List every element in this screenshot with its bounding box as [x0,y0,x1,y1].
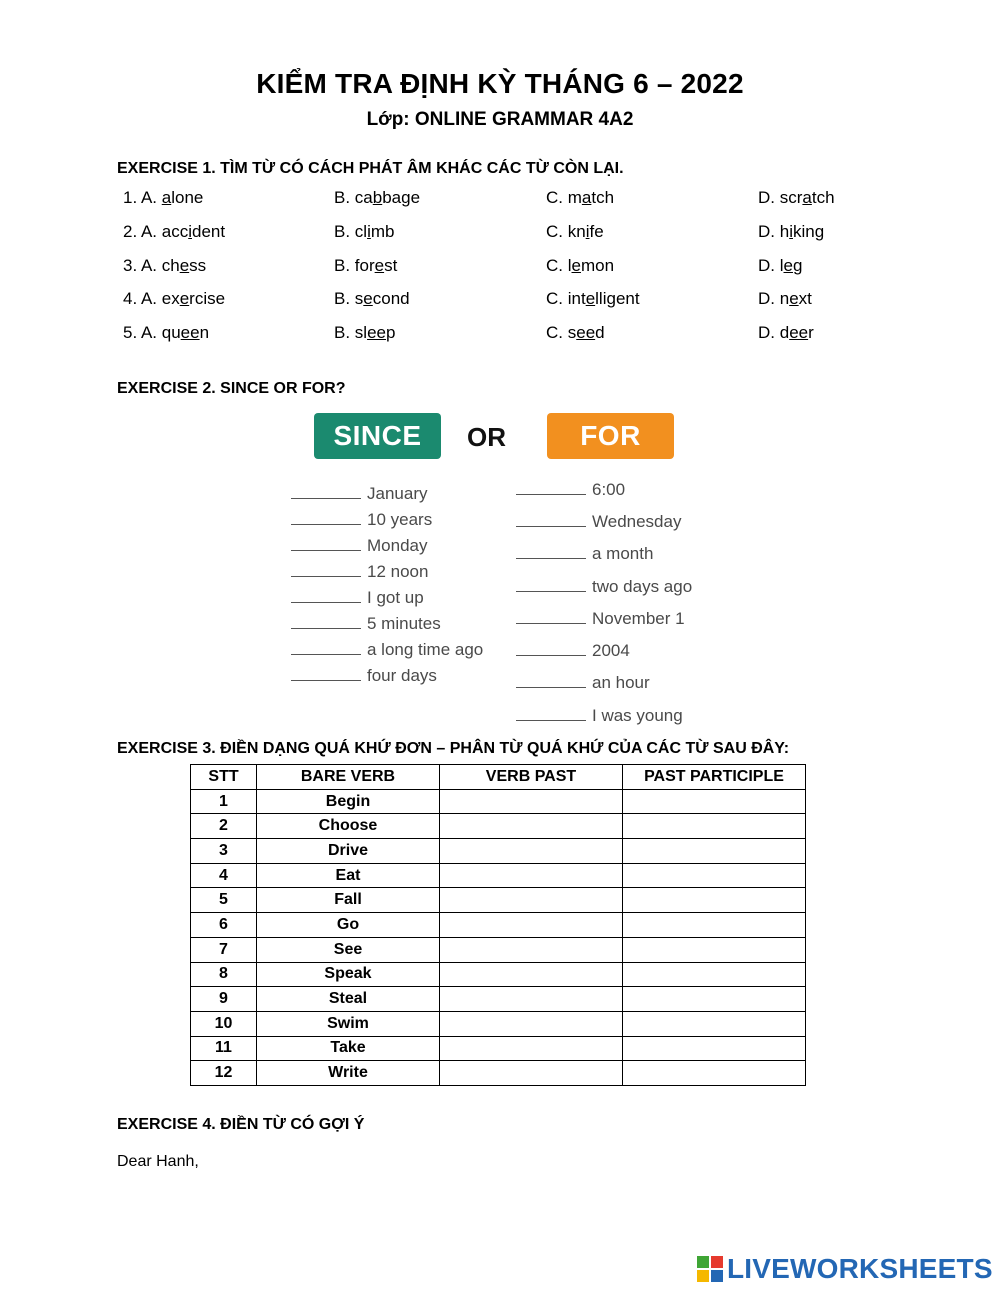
liveworksheets-logo-icon [697,1256,723,1282]
table-row [191,962,806,987]
answer-option [334,256,397,276]
bare-verb: Choose [257,814,440,839]
column-header-bare-verb: BARE VERB [257,765,440,790]
past-participle-cell[interactable] [623,937,806,962]
fill-item-right [516,641,630,663]
underlined-letters: ee [367,323,386,342]
past-participle-cell[interactable] [623,987,806,1012]
fill-item-text: a month [592,544,654,563]
fill-item-left [291,614,441,636]
row-number: 7 [191,937,257,962]
answer-option [123,323,209,343]
fill-item-text: November 1 [592,609,685,628]
fill-item-text: 6:00 [592,480,626,499]
answer-option [123,222,225,242]
underlined-letters: a [581,188,592,207]
option-text: C. m [546,188,582,207]
row-number: 9 [191,987,257,1012]
underlined-letters: a [802,188,812,207]
row-number: 6 [191,913,257,938]
fill-item-right [516,480,625,502]
option-text: 3. A. ch [123,256,180,275]
question-row [123,222,883,246]
verb-past-cell[interactable] [440,789,623,814]
verb-past-cell[interactable] [440,814,623,839]
option-text: B. s [334,289,364,308]
option-text: tch [591,188,615,207]
option-text: C. int [546,289,586,308]
option-text: 2. A. acc [123,222,189,241]
fill-item-right [516,544,653,566]
answer-blank[interactable] [291,538,361,551]
underlined-letters: e [783,256,793,275]
answer-option [123,188,203,208]
answer-blank[interactable] [516,611,586,624]
table-row [191,1036,806,1061]
underlined-letters: ee [180,323,200,342]
answer-option [546,323,605,343]
fill-item-right [516,673,650,695]
option-text: C. kn [546,222,586,241]
option-text: n [199,323,210,342]
verb-past-cell[interactable] [440,863,623,888]
fill-item-text: 10 years [367,510,433,529]
answer-blank[interactable] [291,616,361,629]
row-number: 5 [191,888,257,913]
table-row [191,814,806,839]
fill-item-text: Wednesday [592,512,682,531]
fill-item-text: I was young [592,706,683,725]
exercise-1-heading: EXERCISE 1. TÌM TỪ CÓ CÁCH PHÁT ÂM KHÁC CÁC TỪ CÒN LẠI. [117,160,624,177]
answer-option [334,222,394,242]
option-text: king [792,222,825,241]
table-row [191,888,806,913]
option-text: fe [589,222,604,241]
verb-past-cell[interactable] [440,987,623,1012]
fill-item-text: I got up [367,588,424,607]
past-participle-cell[interactable] [623,1061,806,1086]
fill-item-right [516,609,685,631]
verb-past-cell[interactable] [440,962,623,987]
past-participle-cell[interactable] [623,913,806,938]
option-text: 5. A. qu [123,323,181,342]
answer-blank[interactable] [291,590,361,603]
column-header-stt: STT [191,765,257,790]
brand-name: LIVEWORKSHEETS [727,1253,993,1284]
table-row [191,863,806,888]
bare-verb: See [257,937,440,962]
option-text: tch [811,188,835,207]
answer-option [546,289,640,309]
bare-verb: Swim [257,1011,440,1036]
bare-verb: Drive [257,839,440,864]
option-text: 1. A. [123,188,162,207]
answer-blank[interactable] [291,512,361,525]
underlined-letters: i [789,222,793,241]
option-text: dent [191,222,226,241]
underlined-letters: e [585,289,596,308]
option-text: B. ca [334,188,373,207]
option-text: rcise [189,289,226,308]
option-text: lligent [595,289,640,308]
bare-verb: Eat [257,863,440,888]
past-participle-cell[interactable] [623,863,806,888]
verb-past-cell[interactable] [440,1061,623,1086]
question-row [123,256,883,280]
answer-blank[interactable] [516,708,586,721]
answer-option [546,256,614,276]
fill-item-left [291,562,428,584]
answer-blank[interactable] [516,514,586,527]
past-participle-cell[interactable] [623,1011,806,1036]
past-participle-cell[interactable] [623,1036,806,1061]
underlined-letters: e [374,256,385,275]
past-participle-cell[interactable] [623,789,806,814]
answer-option [334,188,420,208]
fill-item-text: Monday [367,536,428,555]
option-text: r [808,323,814,342]
row-number: 4 [191,863,257,888]
fill-item-left [291,666,437,688]
answer-option [546,188,614,208]
underlined-letters: e [179,256,190,275]
verb-past-cell[interactable] [440,888,623,913]
table-row [191,1011,806,1036]
option-text: cond [372,289,410,308]
or-label: OR [467,422,506,452]
option-text: lone [171,188,204,207]
past-participle-cell[interactable] [623,962,806,987]
option-text: B. for [334,256,375,275]
since-or-for-graphic [283,408,703,733]
option-text: g [792,256,803,275]
underlined-letters: e [789,289,799,308]
fill-item-text: January [367,484,428,503]
table-row [191,1061,806,1086]
bare-verb: Go [257,913,440,938]
option-text: C. s [546,323,577,342]
answer-blank[interactable] [291,486,361,499]
exercise-2-heading: EXERCISE 2. SINCE OR FOR? [117,380,346,397]
answer-option [546,222,604,242]
fill-item-text: two days ago [592,577,693,596]
answer-option [758,323,814,343]
answer-blank[interactable] [291,564,361,577]
fill-item-text: an hour [592,673,650,692]
answer-option [334,323,395,343]
option-text: 4. A. ex [123,289,180,308]
verb-table-header [191,765,806,790]
answer-blank[interactable] [291,668,361,681]
since-badge: SINCE [314,413,441,459]
verb-past-cell[interactable] [440,1036,623,1061]
answer-blank[interactable] [516,546,586,559]
option-text: C. l [546,256,572,275]
verb-past-cell[interactable] [440,913,623,938]
option-text: D. n [758,289,790,308]
underlined-letters: a [161,188,172,207]
row-number: 8 [191,962,257,987]
fill-item-left [291,484,427,506]
option-text: d [595,323,605,342]
bare-verb: Write [257,1061,440,1086]
answer-blank[interactable] [516,579,586,592]
column-header-past-participle: PAST PARTICIPLE [623,765,806,790]
table-row [191,913,806,938]
underlined-letters: i [585,222,590,241]
option-text: mb [370,222,395,241]
underlined-letters: ee [789,323,809,342]
exercise-4-heading: EXERCISE 4. ĐIỀN TỪ CÓ GỢI Ý [117,1116,365,1133]
fill-item-left [291,588,424,610]
verb-past-cell[interactable] [440,839,623,864]
exercise-3-heading: EXERCISE 3. ĐIỀN DẠNG QUÁ KHỨ ĐƠN – PHÂN TỪ QUÁ KHỨ CỦA CÁC TỪ SAU ĐÂY: [117,740,790,757]
row-number: 12 [191,1061,257,1086]
option-text: D. scr [758,188,803,207]
underlined-letters: e [179,289,190,308]
answer-option [334,289,410,309]
bare-verb: Speak [257,962,440,987]
option-text: ss [189,256,207,275]
answer-option [758,188,835,208]
bare-verb: Steal [257,987,440,1012]
row-number: 11 [191,1036,257,1061]
past-participle-cell[interactable] [623,839,806,864]
answer-blank[interactable] [516,643,586,656]
past-participle-cell[interactable] [623,888,806,913]
for-badge: FOR [547,413,674,459]
fill-item-right [516,512,681,534]
fill-item-left [291,640,483,662]
answer-blank[interactable] [291,642,361,655]
table-row [191,839,806,864]
table-row [191,937,806,962]
option-text: D. h [758,222,790,241]
underlined-letters: i [188,222,192,241]
verb-past-cell[interactable] [440,1011,623,1036]
bare-verb: Fall [257,888,440,913]
option-text: xt [798,289,812,308]
answer-option [758,222,824,242]
row-number: 10 [191,1011,257,1036]
option-text: st [384,256,398,275]
letter-greeting: Dear Hanh, [117,1153,199,1170]
page-title: KIỂM TRA ĐỊNH KỲ THÁNG 6 – 2022 [256,68,744,99]
option-text: bage [382,188,421,207]
table-row [191,987,806,1012]
brand-watermark [697,1253,993,1285]
fill-item-text: a long time ago [367,640,484,659]
fill-item-right [516,577,692,599]
fill-item-text: 2004 [592,641,630,660]
option-text: p [385,323,396,342]
fill-item-left [291,536,427,558]
fill-item-left [291,510,432,532]
answer-blank[interactable] [516,675,586,688]
past-participle-cell[interactable] [623,814,806,839]
fill-item-text: 12 noon [367,562,429,581]
option-text: mon [580,256,615,275]
option-text: D. d [758,323,790,342]
fill-item-text: 5 minutes [367,614,441,633]
class-subtitle: Lớp: ONLINE GRAMMAR 4A2 [366,109,634,130]
underlined-letters: i [367,222,371,241]
option-text: D. l [758,256,784,275]
bare-verb: Take [257,1036,440,1061]
row-number: 1 [191,789,257,814]
underlined-letters: ee [576,323,596,342]
fill-item-right [516,706,683,728]
fill-item-text: four days [367,666,437,685]
answer-option [123,289,225,309]
row-number: 2 [191,814,257,839]
answer-option [758,289,812,309]
answer-option [758,256,802,276]
option-text: B. sl [334,323,368,342]
verb-table [190,764,806,1086]
column-header-verb-past: VERB PAST [440,765,623,790]
row-number: 3 [191,839,257,864]
verb-past-cell[interactable] [440,937,623,962]
question-row [123,289,883,313]
table-row [191,789,806,814]
underlined-letters: e [571,256,581,275]
bare-verb: Begin [257,789,440,814]
question-row [123,323,883,347]
underlined-letters: e [363,289,373,308]
answer-blank[interactable] [516,482,586,495]
option-text: B. cl [334,222,368,241]
answer-option [123,256,206,276]
underlined-letters: b [372,188,383,207]
question-row [123,188,883,212]
